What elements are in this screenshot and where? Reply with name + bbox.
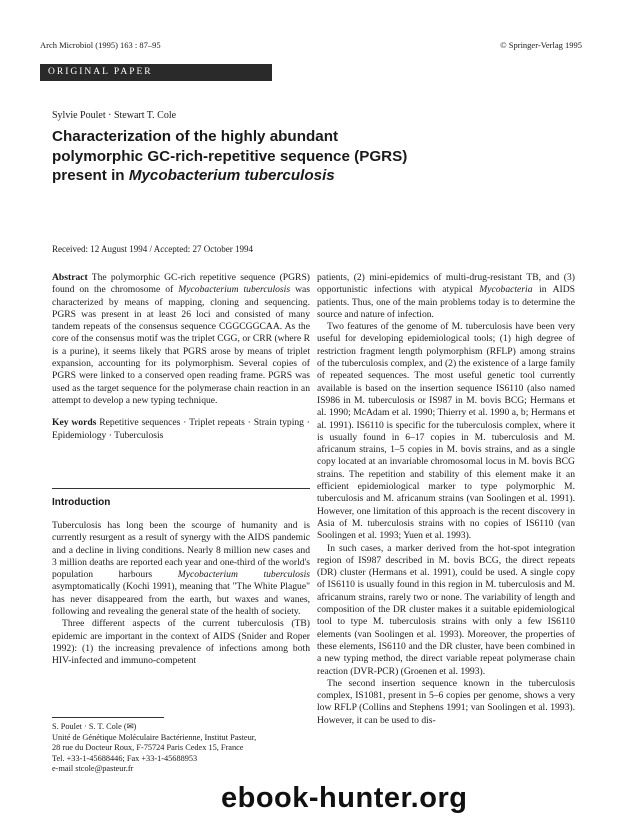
intro-p1-text-a: Tuberculosis has long been the scourge of humanity and is currently resurgent as a result of synergy with the AIDS pandemic and a decline in living conditions. Nearly 8 million new cases and 3 million deaths are reported each year and one-third of the world's population harbours (52, 520, 310, 581)
left-column-top (52, 272, 310, 442)
keywords (52, 417, 310, 442)
keywords-text: Repetitive sequences · Triplet repeats · Strain typing · Epidemiology · Tuberculosis (52, 417, 310, 441)
introduction-paragraph-2: Three different aspects of the current tuberculosis (TB) epidemic are important in the context of AIDS (Snider and Roper 1992): (1) the increasing prevalence of infections among both HIV-infected and immuno-competent (52, 618, 310, 667)
introduction-paragraph-1 (52, 520, 310, 618)
intro-p1-text-b: asymptomatically (Kochi 1991), meaning that "The White Plague" has never disappeared from the earth, but waxes and wanes, following and revealing the general state of the health of society. (52, 581, 310, 618)
abstract (52, 272, 310, 407)
corresponding-authors: S. Poulet · S. T. Cole (✉) (52, 722, 137, 731)
abstract-organism: Mycobacterium tuberculosis (178, 284, 291, 296)
affiliation-line-3: Tel. +33-1-45688446; Fax +33-1-45688953 (52, 753, 198, 763)
title-line-3-prefix: present in (52, 167, 129, 185)
affiliation-email: e-mail stcole@pasteur.fr (52, 764, 134, 773)
right-paragraph-3: In such cases, a marker derived from the hot-spot integration region of IS987 described in M. bovis BCG, the direct repeats (DR) cluster (Hermans et al. 1991), could be used. A single copy of IS6110 is usually found in this region in M. tuberculosis and M. africanum strains, rarely two or none. The variability of length and composition of the DR cluster makes it a suitable epidemiological tool to type M. tuberculosis strains with only a few IS6110 elements (van Soolingen et al. 1993). Moreover, the properties of these elements, IS6110 and the DR cluster, have been combined in a new typing method, the direct variable repeat polymerase chain reaction (DVR-PCR) (Groenen et al. 1993). (317, 542, 575, 677)
introduction-heading: Introduction (52, 497, 111, 508)
submission-dates: Received: 12 August 1994 / Accepted: 27 October 1994 (52, 244, 253, 254)
keywords-label: Key words (52, 417, 97, 429)
author-list: Sylvie Poulet · Stewart T. Cole (52, 110, 177, 121)
title-line-2: polymorphic GC-rich-repetitive sequence (PGRS) (52, 147, 408, 165)
watermark-logo: ebook-hunter.org (221, 782, 468, 814)
right-p1-text-a: patients, (2) mini-epidemics of multi-drug-resistant TB, and (3) opportunistic infections with atypical (317, 272, 575, 296)
right-p1-organism: Mycobacteria (479, 284, 533, 296)
publisher-copyright: © Springer-Verlag 1995 (500, 40, 582, 50)
author-affiliation (52, 722, 310, 775)
right-paragraph-1 (317, 272, 575, 321)
journal-reference: Arch Microbiol (1995) 163 : 87–95 (40, 40, 161, 50)
section-divider (52, 488, 310, 489)
introduction-body (52, 520, 310, 668)
right-paragraph-4: The second insertion sequence known in the tuberculosis complex, IS1081, present in 5–6 copies per genome, shows a very low RFLP (Collins and Stephens 1991; van Soolingen et al. 1993). However, it can be used to dis- (317, 677, 575, 726)
right-column (317, 272, 575, 727)
title-line-1: Characterization of the highly abundant (52, 128, 339, 145)
title-organism: Mycobacterium tuberculosis (128, 167, 335, 185)
abstract-text-2: was characterized by means of mapping, cloning and sequencing. PGRS was present in at least 26 loci and consisted of many tandem repeats of the consensus sequence CGGCGGCAA. As the core of the consensus motif was the triplet CGG, or CRR (where R is a purine), it seems likely that PGRS arose by means of triplet expansion, accounting for its polymorphism. Several copies of PGRS were linked to a conserved open reading frame. PGRS was used as the target sequence for the polymerase chain reaction in an attempt to develop a new typing technique. (52, 284, 310, 406)
intro-p1-organism: Mycobacterium tuberculosis (177, 569, 310, 581)
article-type-banner (40, 64, 272, 81)
right-paragraph-2: Two features of the genome of M. tuberculosis have been very useful for developing epidemiological tools; (1) high degree of restriction fragment length polymorphism (RFLP) among strains of the tuberculosis complex, and (2) the existence of a large family of repeated sequences. The most useful genetic tool currently available is based on the insertion sequence IS6110 (also named IS986 in M. tuberculosis or IS987 in M. bovis BCG; Hermans et al. 1990; McAdam et al. 1990; Thierry et al. 1990 a, b; Hermans et al. 1991). IS6110 is specific for the tuberculosis complex, where it is usually found in 6–17 copies in M. tuberculosis and M. africanum strains, 1–5 copies in M. bovis strains, and as a single copy located at an invariable chromosomal locus in M. bovis BCG strains. The repetition and stability of this element make it an efficient epidemiological marker to type polymorphic M. tuberculosis and M. africanum strains (van Soolingen et al. 1991). However, one limitation of this approach is the recent discovery in Asia of M. tuberculosis strains with no copies of IS6110 (van Soolingen et al. 1993; Yuen et al. 1993). (317, 321, 575, 542)
abstract-text-1: The polymorphic GC-rich repetitive sequence (PGRS) found on the chromosome of (52, 272, 310, 296)
affiliation-line-2: 28 rue du Docteur Roux, F-75724 Paris Cedex 15, France (52, 743, 244, 752)
article-type-label: ORIGINAL PAPER (48, 67, 153, 77)
right-p1-text-b: in AIDS patients. Thus, one of the main problems today is to determine the source and nature of infection. (317, 284, 575, 320)
affiliation-line-1: Unité de Génétique Moléculaire Bactérienne, Institut Pasteur, (52, 732, 257, 742)
abstract-label: Abstract (52, 272, 88, 283)
paper-title (52, 127, 432, 186)
footnote-divider (52, 717, 164, 718)
